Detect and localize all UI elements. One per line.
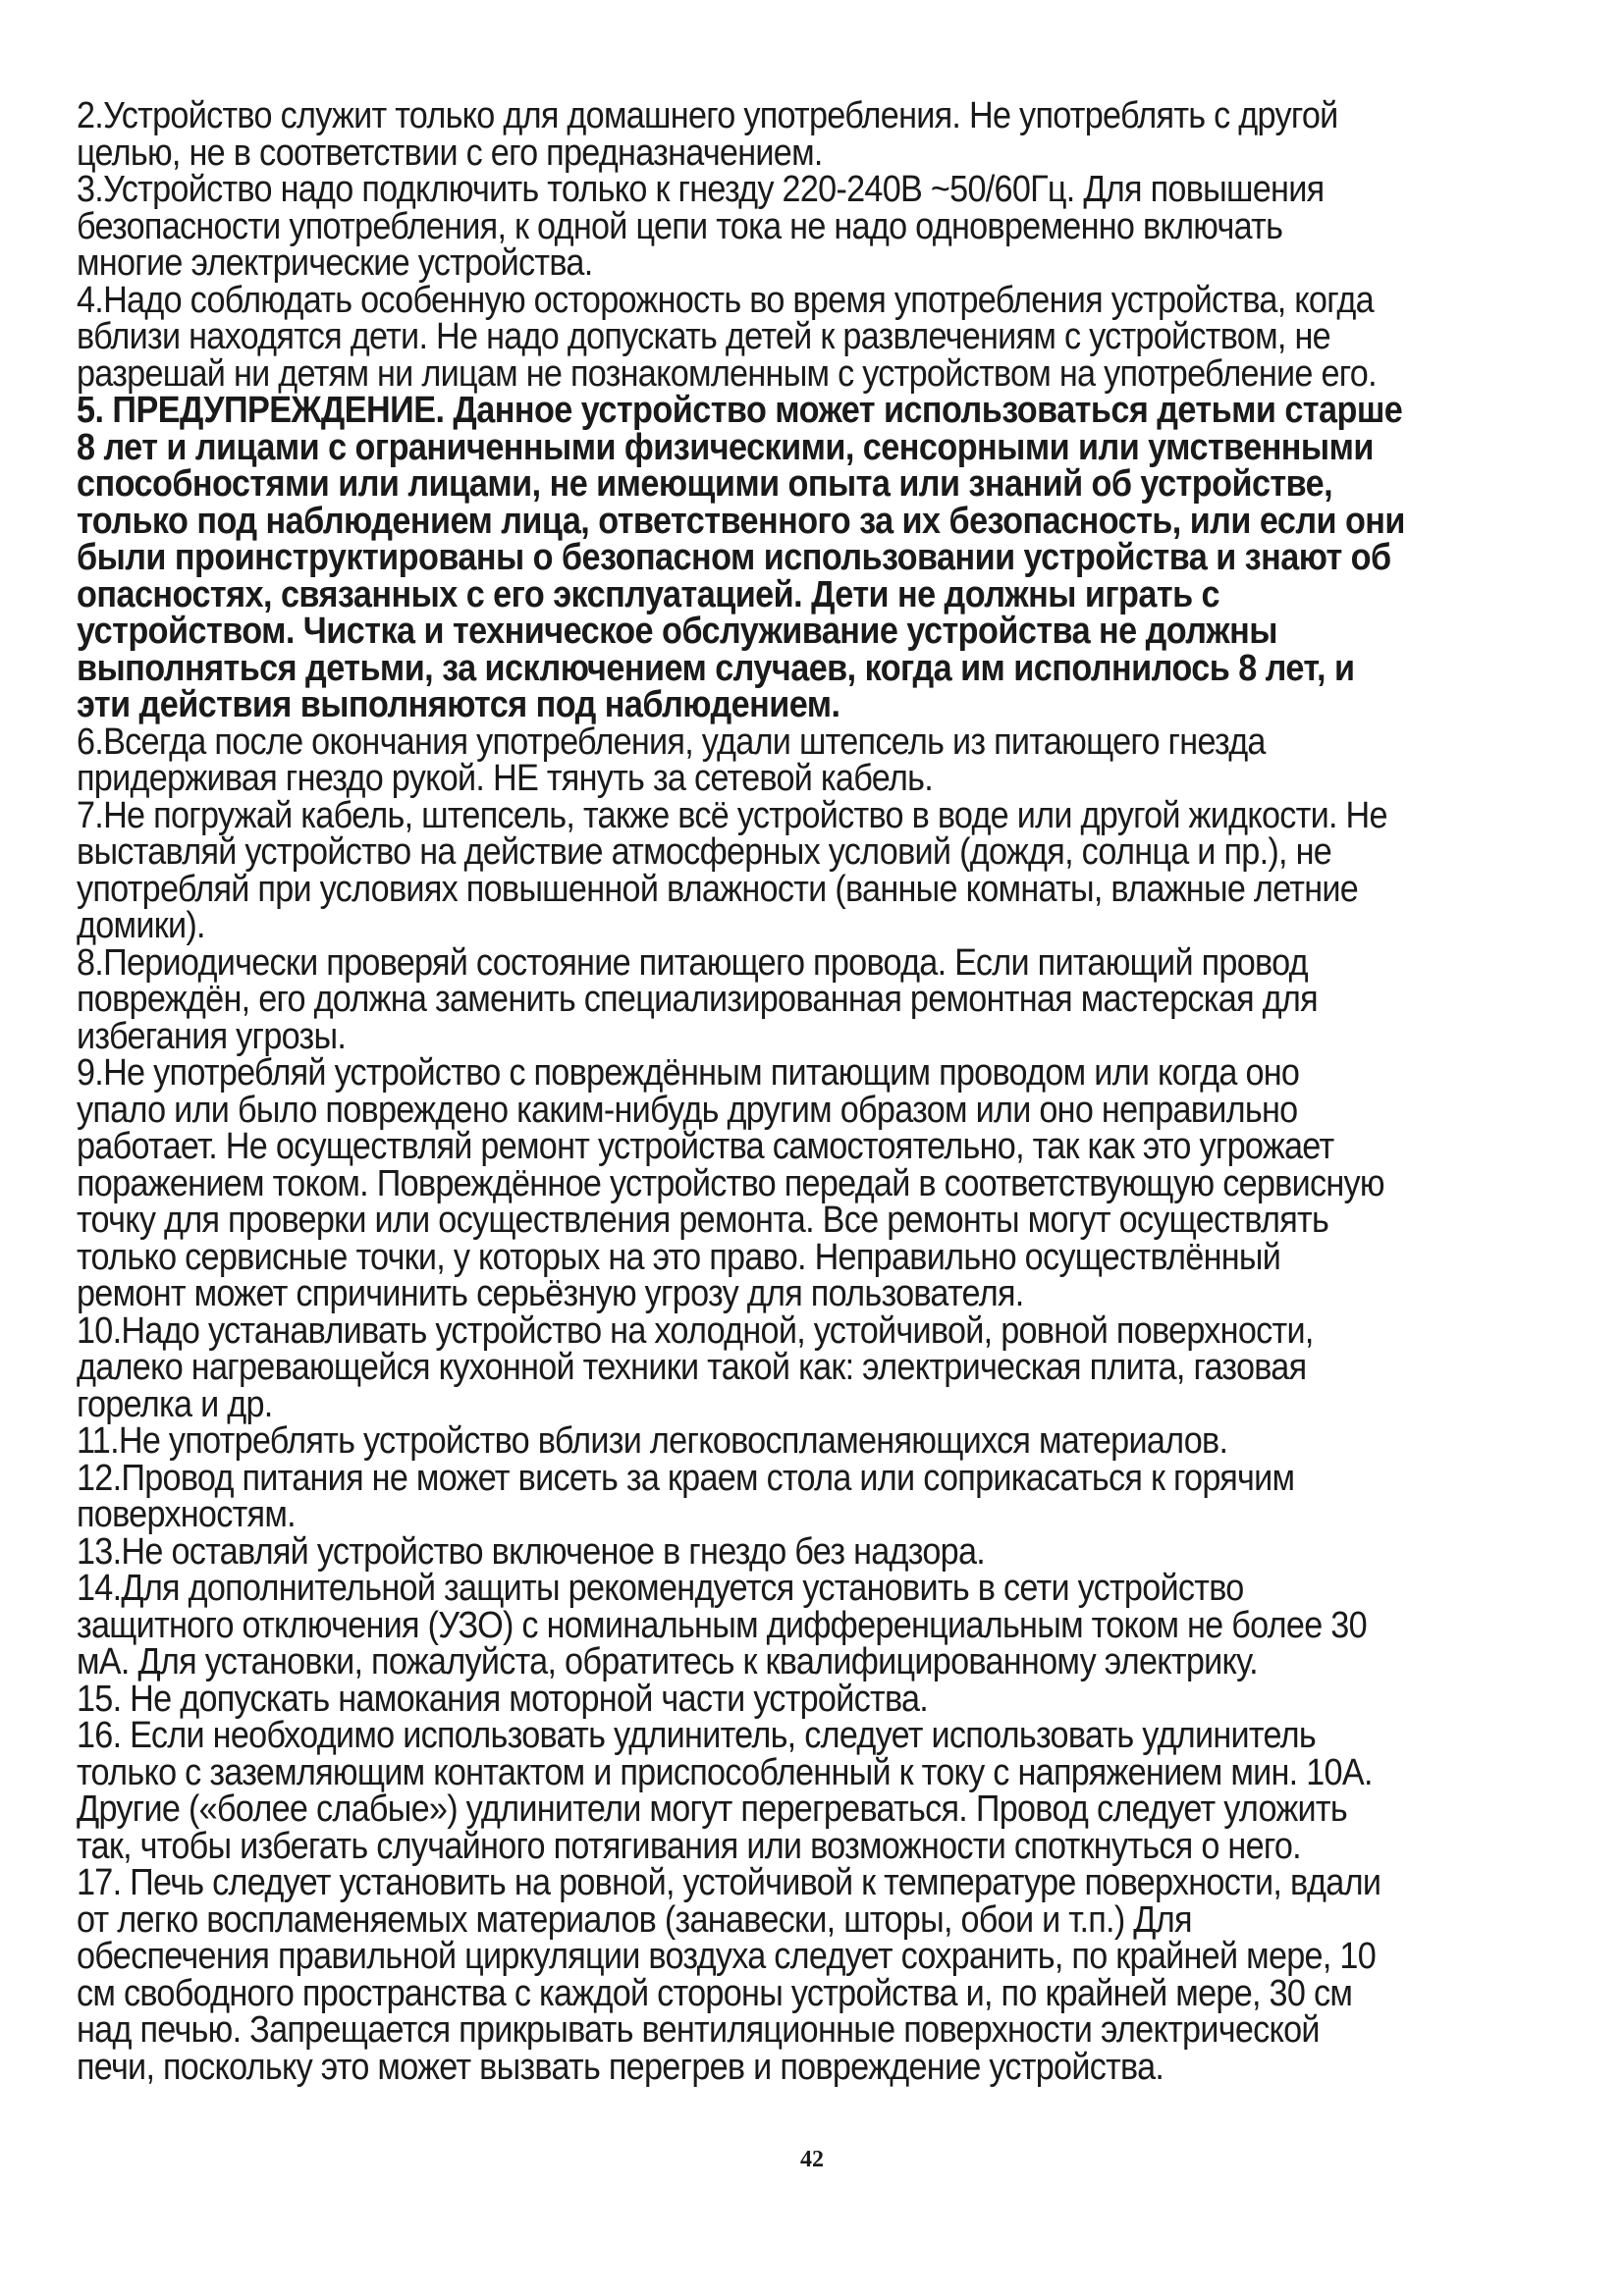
paragraph-7: 7.Не погружай кабель, штепсель, также всё устройство в воде или другой жидкости. Не выставляй устройство на действие атмосферных условий (дождя, солнца и пр.), не употребляй при условиях повышенной влажности (ванные комнаты, влажные летние домики). xyxy=(77,794,1387,946)
paragraph-13: 13.Не оставляй устройство включеное в гнездо без надзора. xyxy=(77,1530,986,1573)
paragraph-12: 12.Провод питания не может висеть за краем стола или соприкасаться к горячим поверхностям. xyxy=(77,1457,1295,1535)
paragraph-6: 6.Всегда после окончания употребления, удали штепсель из питающего гнезда придерживая гнездо рукой. НЕ тянуть за сетевой кабель. xyxy=(77,721,1266,799)
paragraph-14: 14.Для дополнительной защиты рекомендуется установить в сети устройство защитного отключения (УЗО) с номинальным дифференциальным током не более 30 мА. Для установки, пожалуйста, обратитесь к квалифицированному электрику. xyxy=(77,1568,1367,1682)
paragraph-8: 8.Периодически проверяй состояние питающего провода. Если питающий провод повреждён, его должна заменить специализированная ремонтная мастерская для избегания угрозы. xyxy=(77,941,1318,1057)
paragraph-4: 4.Надо соблюдать особенную осторожность во время употребления устройства, когда вблизи находятся дети. Не надо допускать детей к развлечениям с устройством, не разрешай ни детям ни лицам не познакомленным с устройством на употребление его. xyxy=(77,279,1377,395)
paragraph-2: 2.Устройство служит только для домашнего употребления. Не употреблять с другой целью, не в соответствии с его предназначением. xyxy=(77,95,1338,174)
paragraph-15: 15. Не допускать намокания моторной части устройства. xyxy=(77,1678,929,1720)
page-number: 42 xyxy=(800,2147,824,2172)
paragraph-3: 3.Устройство надо подключить только к гнезду 220-240В ~50/60Гц. Для повышения безопасности употребления, к одной цепи тока не надо одновременно включать многие электрические устройства. xyxy=(77,169,1325,284)
paragraph-9: 9.Не употребляй устройство с повреждённым питающим проводом или когда оно упало или было повреждено каким-нибудь другим образом или оно неправильно работает. Не осуществляй ремонт устройства самостоятельно, так как это угрожает поражением током. Повреждённое устройство передай в соответствующую сервисную точку для проверки или осуществления ремонта. Все ремонты могут осуществлять только сервисные точки, у которых на это право. Неправильно осуществлённый ремонт может спричинить серьёзную угрозу для пользователя. xyxy=(77,1052,1384,1314)
manual-page-body xyxy=(77,95,1569,2088)
warning-paragraph-5: 5. ПРЕДУПРЕЖДЕНИЕ. Данное устройство может использоваться детьми старше 8 лет и лицами с ограниченными физическими, сенсорными или умственными способностями или лицами, не имеющими опыта или знаний об устройстве, только под наблюдением лица, ответственного за их безопасность, или если они были проинструктированы о безопасном использовании устройства и знают об опасностях, связанных с его эксплуатацией. Дети не должны играть с устройством. Чистка и техническое обслуживание устройства не должны выполняться детьми, за исключением случаев, когда им исполнилось 8 лет, и эти действия выполняются под наблюдением. xyxy=(77,390,1405,725)
paragraph-16: 16. Если необходимо использовать удлинитель, следует использовать удлинитель только с заземляющим контактом и приспособленный к току с напряжением мин. 10А. Другие («более слабые») удлинители могут перегреваться. Провод следует уложить так, чтобы избегать случайного потягивания или возможности споткнуться о него. xyxy=(77,1715,1373,1867)
paragraph-17: 17. Печь следует установить на ровной, устойчивой к температуре поверхности, вдали от легко воспламеняемых материалов (занавески, шторы, обои и т.п.) Для обеспечения правильной циркуляции воздуха следует сохранить, по крайней мере, 10 см свободного пространства с каждой стороны устройства и, по крайней мере, 30 см над печью. Запрещается прикрывать вентиляционные поверхности электрической печи, поскольку это может вызвать перегрев и повреждение устройства. xyxy=(77,1862,1381,2088)
paragraph-11: 11.Не употреблять устройство вблизи легковоспламеняющихся материалов. xyxy=(77,1420,1228,1462)
paragraph-10: 10.Надо устанавливать устройство на холодной, устойчивой, ровной поверхности, далеко нагревающейся кухонной техники такой как: электрическая плита, газовая горелка и др. xyxy=(77,1309,1314,1425)
